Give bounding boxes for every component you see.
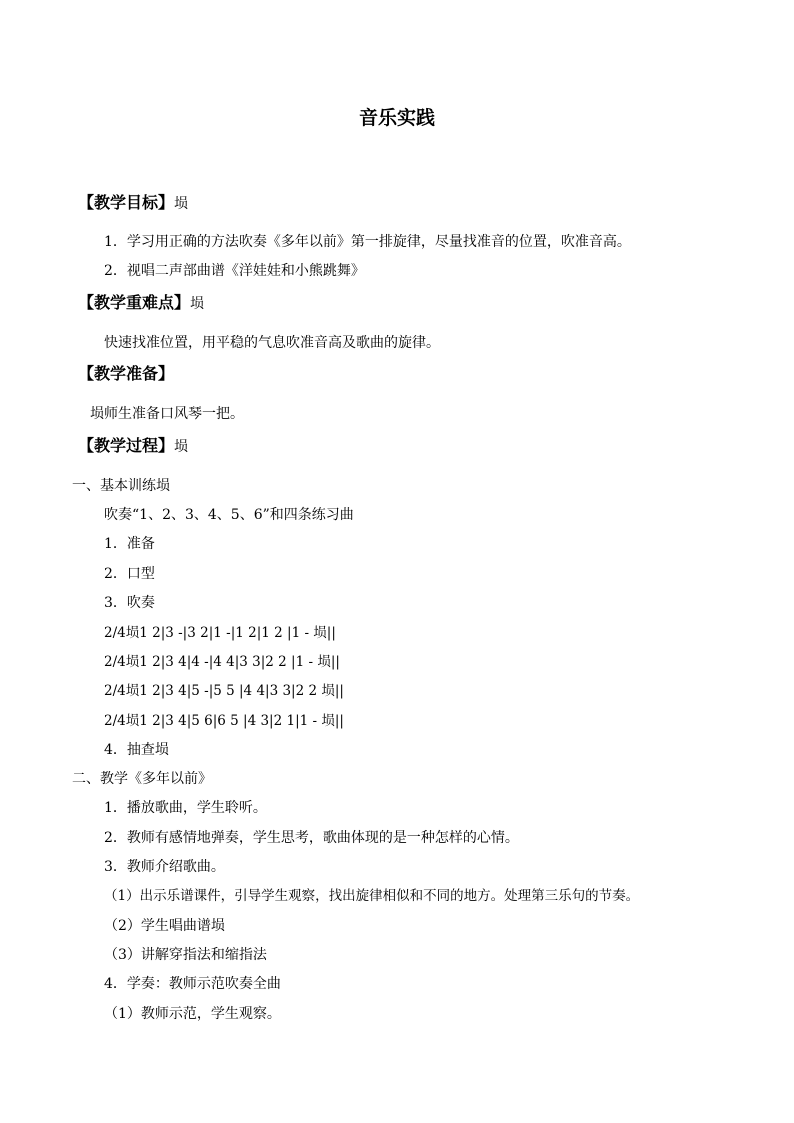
exercise-2: 2/4埙1 2|3 4|4 -|4 4|3 3|2 2 |1 - 埙||: [104, 654, 340, 670]
section1-title: 一、基本训练埙: [72, 478, 170, 494]
objective-item-1: 1．学习用正确的方法吹奏《多年以前》第一排旋律，尽量找准音的位置，吹准音高。: [104, 234, 631, 250]
key-points-heading: [78, 292, 204, 315]
section1-intro: 吹奏“1、2、3、4、5、6”和四条练习曲: [104, 507, 354, 523]
objectives-heading-label: 【教学目标】: [78, 193, 175, 212]
section1-step-3: 3．吹奏: [104, 595, 155, 611]
section2-item-6: （3）讲解穿指法和缩指法: [104, 947, 267, 963]
section1-final-step: 4．抽查埙: [104, 742, 169, 758]
exercise-3: 2/4埙1 2|3 4|5 -|5 5 |4 4|3 3|2 2 埙||: [104, 683, 344, 699]
section2-item-2: 2．教师有感情地弹奏，学生思考，歌曲体现的是一种怎样的心情。: [104, 830, 519, 846]
section2-item-8: （1）教师示范，学生观察。: [104, 1006, 281, 1022]
preparation-heading: 【教学准备】: [78, 364, 175, 383]
section2-item-4: （1）出示乐谱课件，引导学生观察，找出旋律相似和不同的地方。处理第三乐句的节奏。: [104, 888, 640, 904]
section2-item-1: 1．播放歌曲，学生聆听。: [104, 800, 267, 816]
key-points-heading-tail: 埙: [190, 296, 205, 312]
objectives-heading: [78, 192, 188, 215]
process-heading-label: 【教学过程】: [78, 436, 175, 455]
section2-title: 二、教学《多年以前》: [72, 771, 212, 787]
section2-item-7: 4．学奏：教师示范吹奏全曲: [104, 976, 281, 992]
objectives-heading-tail: 埙: [174, 196, 189, 212]
section2-item-5: （2）学生唱曲谱埙: [104, 918, 225, 934]
key-points-heading-label: 【教学重难点】: [78, 293, 191, 312]
section1-step-1: 1．准备: [104, 536, 155, 552]
process-heading-tail: 埙: [174, 439, 189, 455]
section1-step-2: 2．口型: [104, 566, 155, 582]
exercise-1: 2/4埙1 2|3 -|3 2|1 -|1 2|1 2 |1 - 埙||: [104, 625, 336, 641]
key-points-text: 快速找准位置，用平稳的气息吹准音高及歌曲的旋律。: [104, 335, 440, 351]
section2-item-3: 3．教师介绍歌曲。: [104, 859, 225, 875]
objective-item-2: 2．视唱二声部曲谱《洋娃娃和小熊跳舞》: [104, 263, 365, 279]
process-heading: [78, 435, 188, 458]
page-title: 音乐实践: [358, 107, 435, 129]
preparation-text: 埙师生准备口风琴一把。: [90, 406, 244, 422]
exercise-4: 2/4埙1 2|3 4|5 6|6 5 |4 3|2 1|1 - 埙||: [104, 713, 344, 729]
